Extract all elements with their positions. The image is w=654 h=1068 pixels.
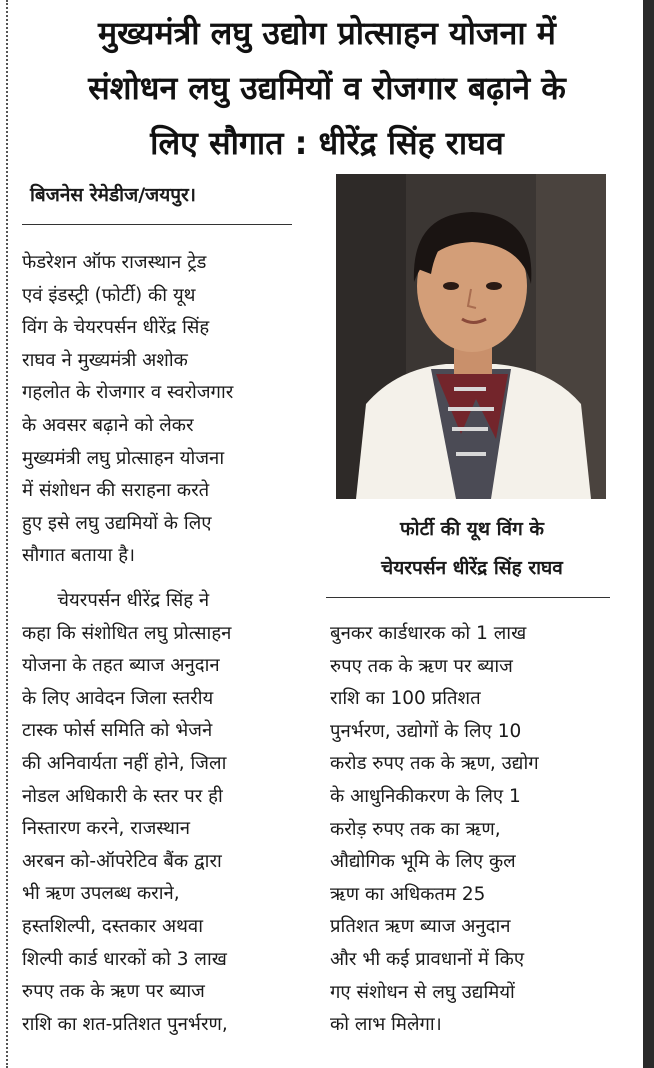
text-line: राशि का शत-प्रतिशत पुनर्भरण, bbox=[22, 1013, 228, 1035]
text-line: की अनिवार्यता नहीं होने, जिला bbox=[22, 752, 227, 774]
text-line: रुपए तक के ऋण पर ब्याज bbox=[330, 655, 513, 677]
text-line: के अवसर बढ़ाने को लेकर bbox=[22, 414, 194, 436]
caption-divider bbox=[326, 597, 610, 598]
text-line: के लिए आवेदन जिला स्तरीय bbox=[22, 687, 214, 709]
headline-line-1: मुख्यमंत्री लघु उद्योग प्रोत्साहन योजना में bbox=[98, 14, 556, 52]
text-line: राघव ने मुख्यमंत्री अशोक bbox=[22, 349, 188, 371]
text-line: चेयरपर्सन धीरेंद्र सिंह ने bbox=[22, 590, 210, 611]
right-column bbox=[330, 618, 630, 1042]
text-line: में संशोधन की सराहना करते bbox=[22, 480, 210, 502]
text-line: रुपए तक के ऋण पर ब्याज bbox=[22, 981, 205, 1003]
text-line: एवं इंडस्ट्री (फोर्टी) की यूथ bbox=[22, 284, 196, 306]
headline-line-3: लिए सौगात : धीरेंद्र सिंह राघव bbox=[150, 124, 504, 162]
text-line: गहलोत के रोजगार व स्वरोजगार bbox=[22, 382, 234, 404]
text-line: मुख्यमंत्री लघु प्रोत्साहन योजना bbox=[22, 447, 225, 469]
text-line: शिल्पी कार्ड धारकों को 3 लाख bbox=[22, 948, 227, 970]
text-line: करोड़ रुपए तक का ऋण, bbox=[330, 818, 501, 840]
left-column-paragraph-2 bbox=[22, 585, 312, 1041]
headline bbox=[18, 6, 636, 171]
text-line: टास्क फोर्स समिति को भेजने bbox=[22, 720, 213, 742]
text-line: के आधुनिकीकरण के लिए 1 bbox=[330, 785, 521, 807]
page-border-right bbox=[643, 0, 654, 1068]
text-line: प्रतिशत ऋण ब्याज अनुदान bbox=[330, 916, 511, 938]
text-line: फेडरेशन ऑफ राजस्थान ट्रेड bbox=[22, 252, 207, 273]
text-line: ऋण का अधिकतम 25 bbox=[330, 883, 486, 905]
byline: बिजनेस रेमेडीज/जयपुर। bbox=[30, 184, 197, 206]
text-line: निस्तारण करने, राजस्थान bbox=[22, 818, 191, 840]
text-line: अरबन को-ऑपरेटिव बैंक द्वारा bbox=[22, 850, 222, 872]
text-line: औद्योगिक भूमि के लिए कुल bbox=[330, 851, 516, 873]
text-line: करोड रुपए तक के ऋण, उद्योग bbox=[330, 753, 539, 775]
caption-line-1: फोर्टी की यूथ विंग के bbox=[400, 518, 544, 540]
text-line: नोडल अधिकारी के स्तर पर ही bbox=[22, 785, 223, 807]
left-column-paragraph-1 bbox=[22, 247, 312, 573]
text-line: योजना के तहत ब्याज अनुदान bbox=[22, 655, 220, 677]
text-line: विंग के चेयरपर्सन धीरेंद्र सिंह bbox=[22, 317, 210, 339]
caption-line-2: चेयरपर्सन धीरेंद्र सिंह राघव bbox=[381, 557, 563, 579]
headline-line-2: संशोधन लघु उद्यमियों व रोजगार बढ़ाने के bbox=[88, 69, 566, 107]
text-line: सौगात बताया है। bbox=[22, 545, 136, 567]
photo-caption bbox=[322, 510, 622, 588]
text-line: हुए इसे लघु उद्यमियों के लिए bbox=[22, 512, 212, 534]
text-line: बुनकर कार्डधारक को 1 लाख bbox=[330, 623, 527, 644]
text-line: कहा कि संशोधित लघु प्रोत्साहन bbox=[22, 622, 232, 644]
text-line: को लाभ मिलेगा। bbox=[330, 1014, 442, 1036]
text-line: और भी कई प्रावधानों में किए bbox=[330, 948, 525, 970]
text-line: हस्तशिल्पी, दस्तकार अथवा bbox=[22, 915, 203, 937]
portrait-photo bbox=[336, 174, 606, 499]
text-line: गए संशोधन से लघु उद्यमियों bbox=[330, 981, 515, 1003]
text-line: राशि का 100 प्रतिशत bbox=[330, 688, 481, 710]
text-line: भी ऋण उपलब्ध कराने, bbox=[22, 883, 180, 905]
text-line: पुनर्भरण, उद्योगों के लिए 10 bbox=[330, 720, 522, 742]
page-border-left bbox=[6, 0, 8, 1068]
portrait-illustration bbox=[336, 174, 606, 499]
byline-divider bbox=[22, 224, 292, 225]
